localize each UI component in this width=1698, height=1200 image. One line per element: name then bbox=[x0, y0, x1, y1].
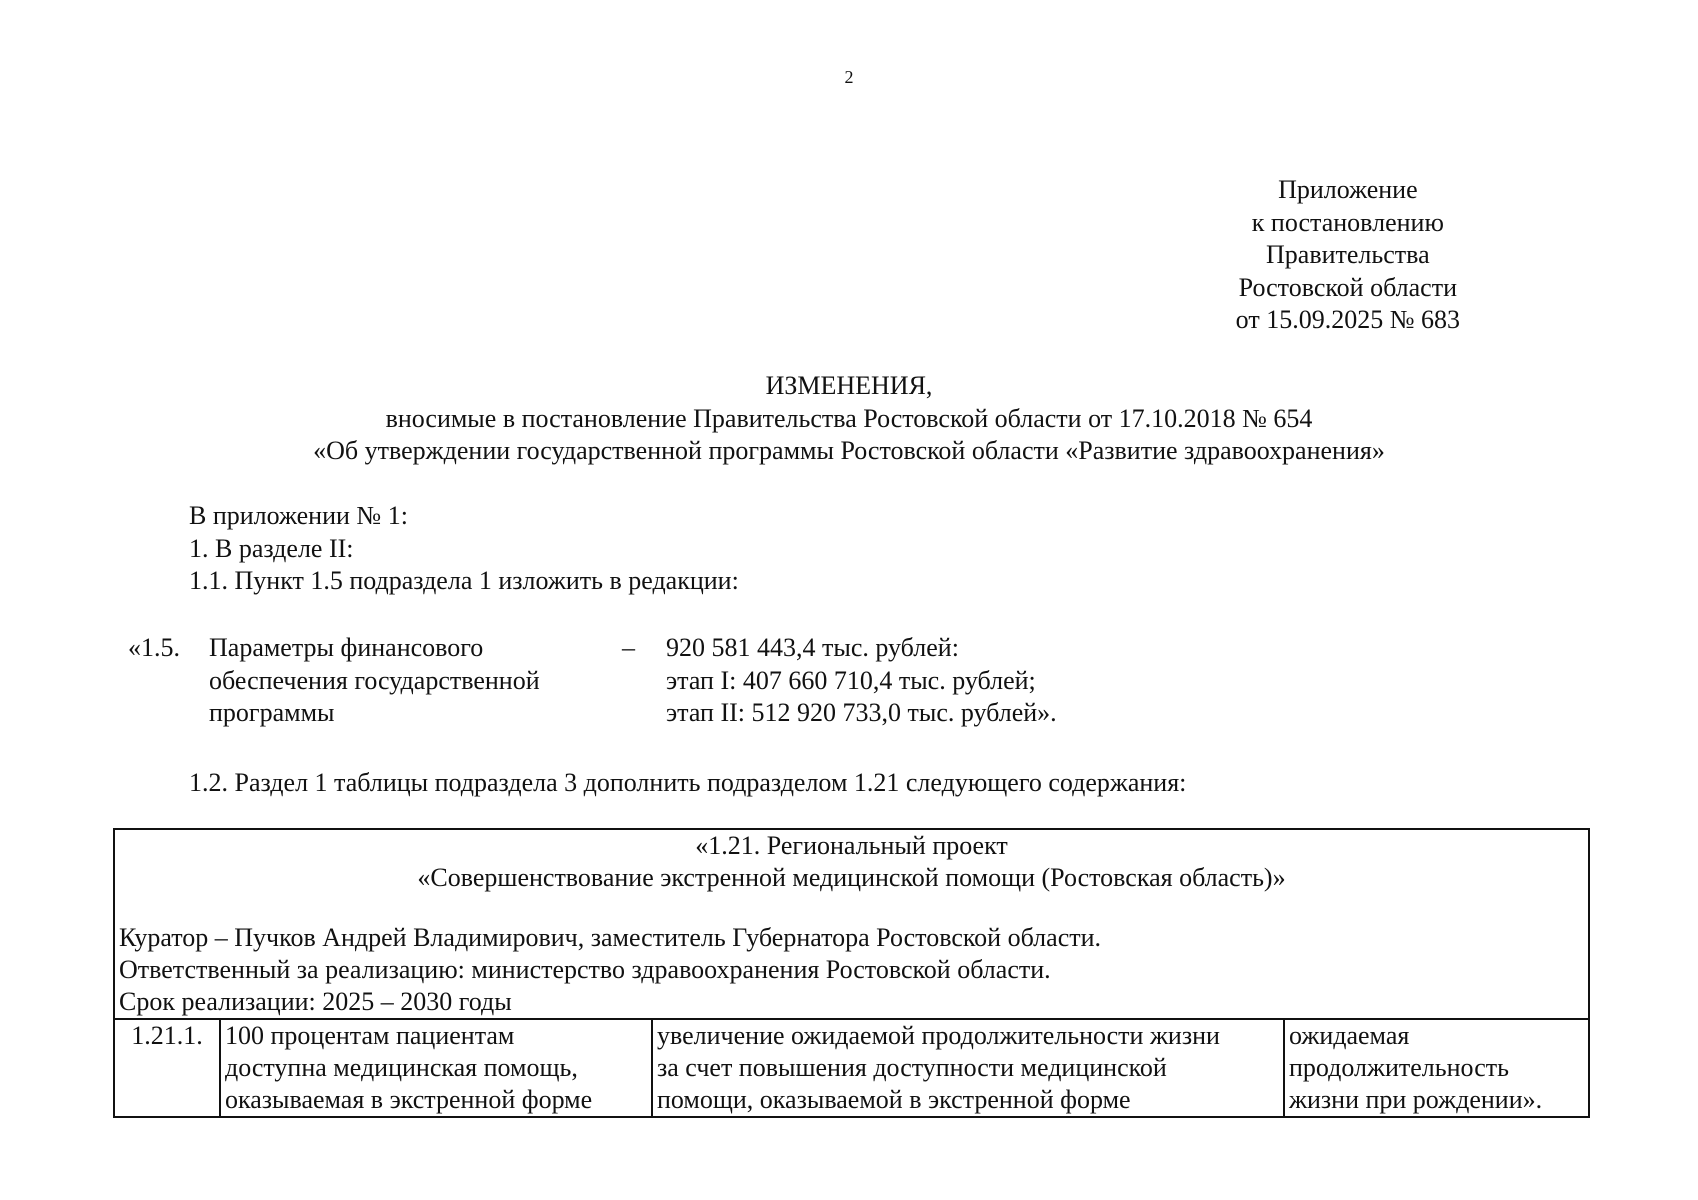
row-task bbox=[220, 1019, 652, 1117]
intro-paragraphs bbox=[189, 500, 739, 598]
table-row bbox=[114, 1019, 1589, 1117]
document-heading bbox=[0, 370, 1698, 468]
finance-param-name bbox=[209, 632, 540, 730]
project-header-cell bbox=[114, 829, 1589, 1019]
row-task-line: оказываемая в экстренной форме bbox=[225, 1085, 593, 1114]
project-table bbox=[113, 828, 1590, 1118]
appendix-line: Ростовской области bbox=[1238, 272, 1457, 302]
row-effect-line: помощи, оказываемой в экстренной форме bbox=[657, 1085, 1131, 1114]
subsection-intro: 1.2. Раздел 1 таблицы подраздела 3 дополнить подразделом 1.21 следующего содержания: bbox=[189, 768, 1187, 797]
appendix-line: Правительства bbox=[1266, 240, 1430, 269]
page-number: 2 bbox=[844, 67, 854, 87]
finance-param-name-line: обеспечения государственной bbox=[209, 665, 540, 695]
finance-param-name-line: программы bbox=[209, 698, 335, 727]
document-title: ИЗМЕНЕНИЯ, bbox=[765, 371, 933, 400]
row-indicator-line: ожидаемая bbox=[1289, 1021, 1410, 1050]
project-period: Срок реализации: 2025 – 2030 годы bbox=[119, 987, 512, 1016]
intro-line: 1.1. Пункт 1.5 подраздела 1 изложить в редакции: bbox=[189, 566, 739, 595]
row-number: 1.21.1. bbox=[114, 1019, 220, 1117]
appendix-block bbox=[1236, 174, 1460, 337]
row-indicator bbox=[1284, 1019, 1589, 1117]
appendix-line: Приложение bbox=[1278, 175, 1418, 204]
finance-param-value-line: 920 581 443,4 тыс. рублей: bbox=[666, 633, 959, 662]
row-effect-line: за счет повышения доступности медицинской bbox=[657, 1053, 1167, 1082]
project-title: «1.21. Региональный проект bbox=[695, 831, 1008, 860]
project-curator: Куратор – Пучков Андрей Владимирович, заместитель Губернатора Ростовской области. bbox=[119, 923, 1102, 952]
finance-param-dash: – bbox=[622, 633, 635, 662]
project-responsible: Ответственный за реализацию: министерство здравоохранения Ростовской области. bbox=[119, 955, 1051, 984]
document-subtitle-line: вносимые в постановление Правительства Ростовской области от 17.10.2018 № 654 bbox=[385, 403, 1313, 433]
row-effect-line: увеличение ожидаемой продолжительности жизни bbox=[657, 1021, 1220, 1050]
project-name: «Совершенствование экстренной медицинской помощи (Ростовская область)» bbox=[417, 863, 1286, 892]
row-effect bbox=[652, 1019, 1284, 1117]
appendix-line: от 15.09.2025 № 683 bbox=[1235, 305, 1460, 334]
finance-param-value-line: этап I: 407 660 710,4 тыс. рублей; bbox=[666, 665, 1036, 695]
row-task-line: доступна медицинская помощь, bbox=[225, 1053, 578, 1082]
finance-param-name-line: Параметры финансового bbox=[209, 633, 484, 662]
intro-line: В приложении № 1: bbox=[189, 501, 408, 530]
appendix-line: к постановлению bbox=[1251, 207, 1444, 237]
finance-param-number: «1.5. bbox=[128, 633, 180, 662]
finance-param-value-line: этап II: 512 920 733,0 тыс. рублей». bbox=[666, 698, 1057, 727]
row-indicator-line: продолжительность bbox=[1289, 1053, 1509, 1082]
intro-line: 1. В разделе II: bbox=[189, 533, 354, 563]
row-indicator-line: жизни при рождении». bbox=[1289, 1085, 1543, 1114]
row-task-line: 100 процентам пациентам bbox=[225, 1021, 515, 1050]
project-meta bbox=[119, 894, 1584, 1018]
document-subtitle-line: «Об утверждении государственной программы Ростовской области «Развитие здравоохранения» bbox=[313, 436, 1385, 465]
project-header bbox=[119, 830, 1584, 894]
project-header-row bbox=[114, 829, 1589, 1019]
finance-param-values bbox=[666, 632, 1057, 730]
